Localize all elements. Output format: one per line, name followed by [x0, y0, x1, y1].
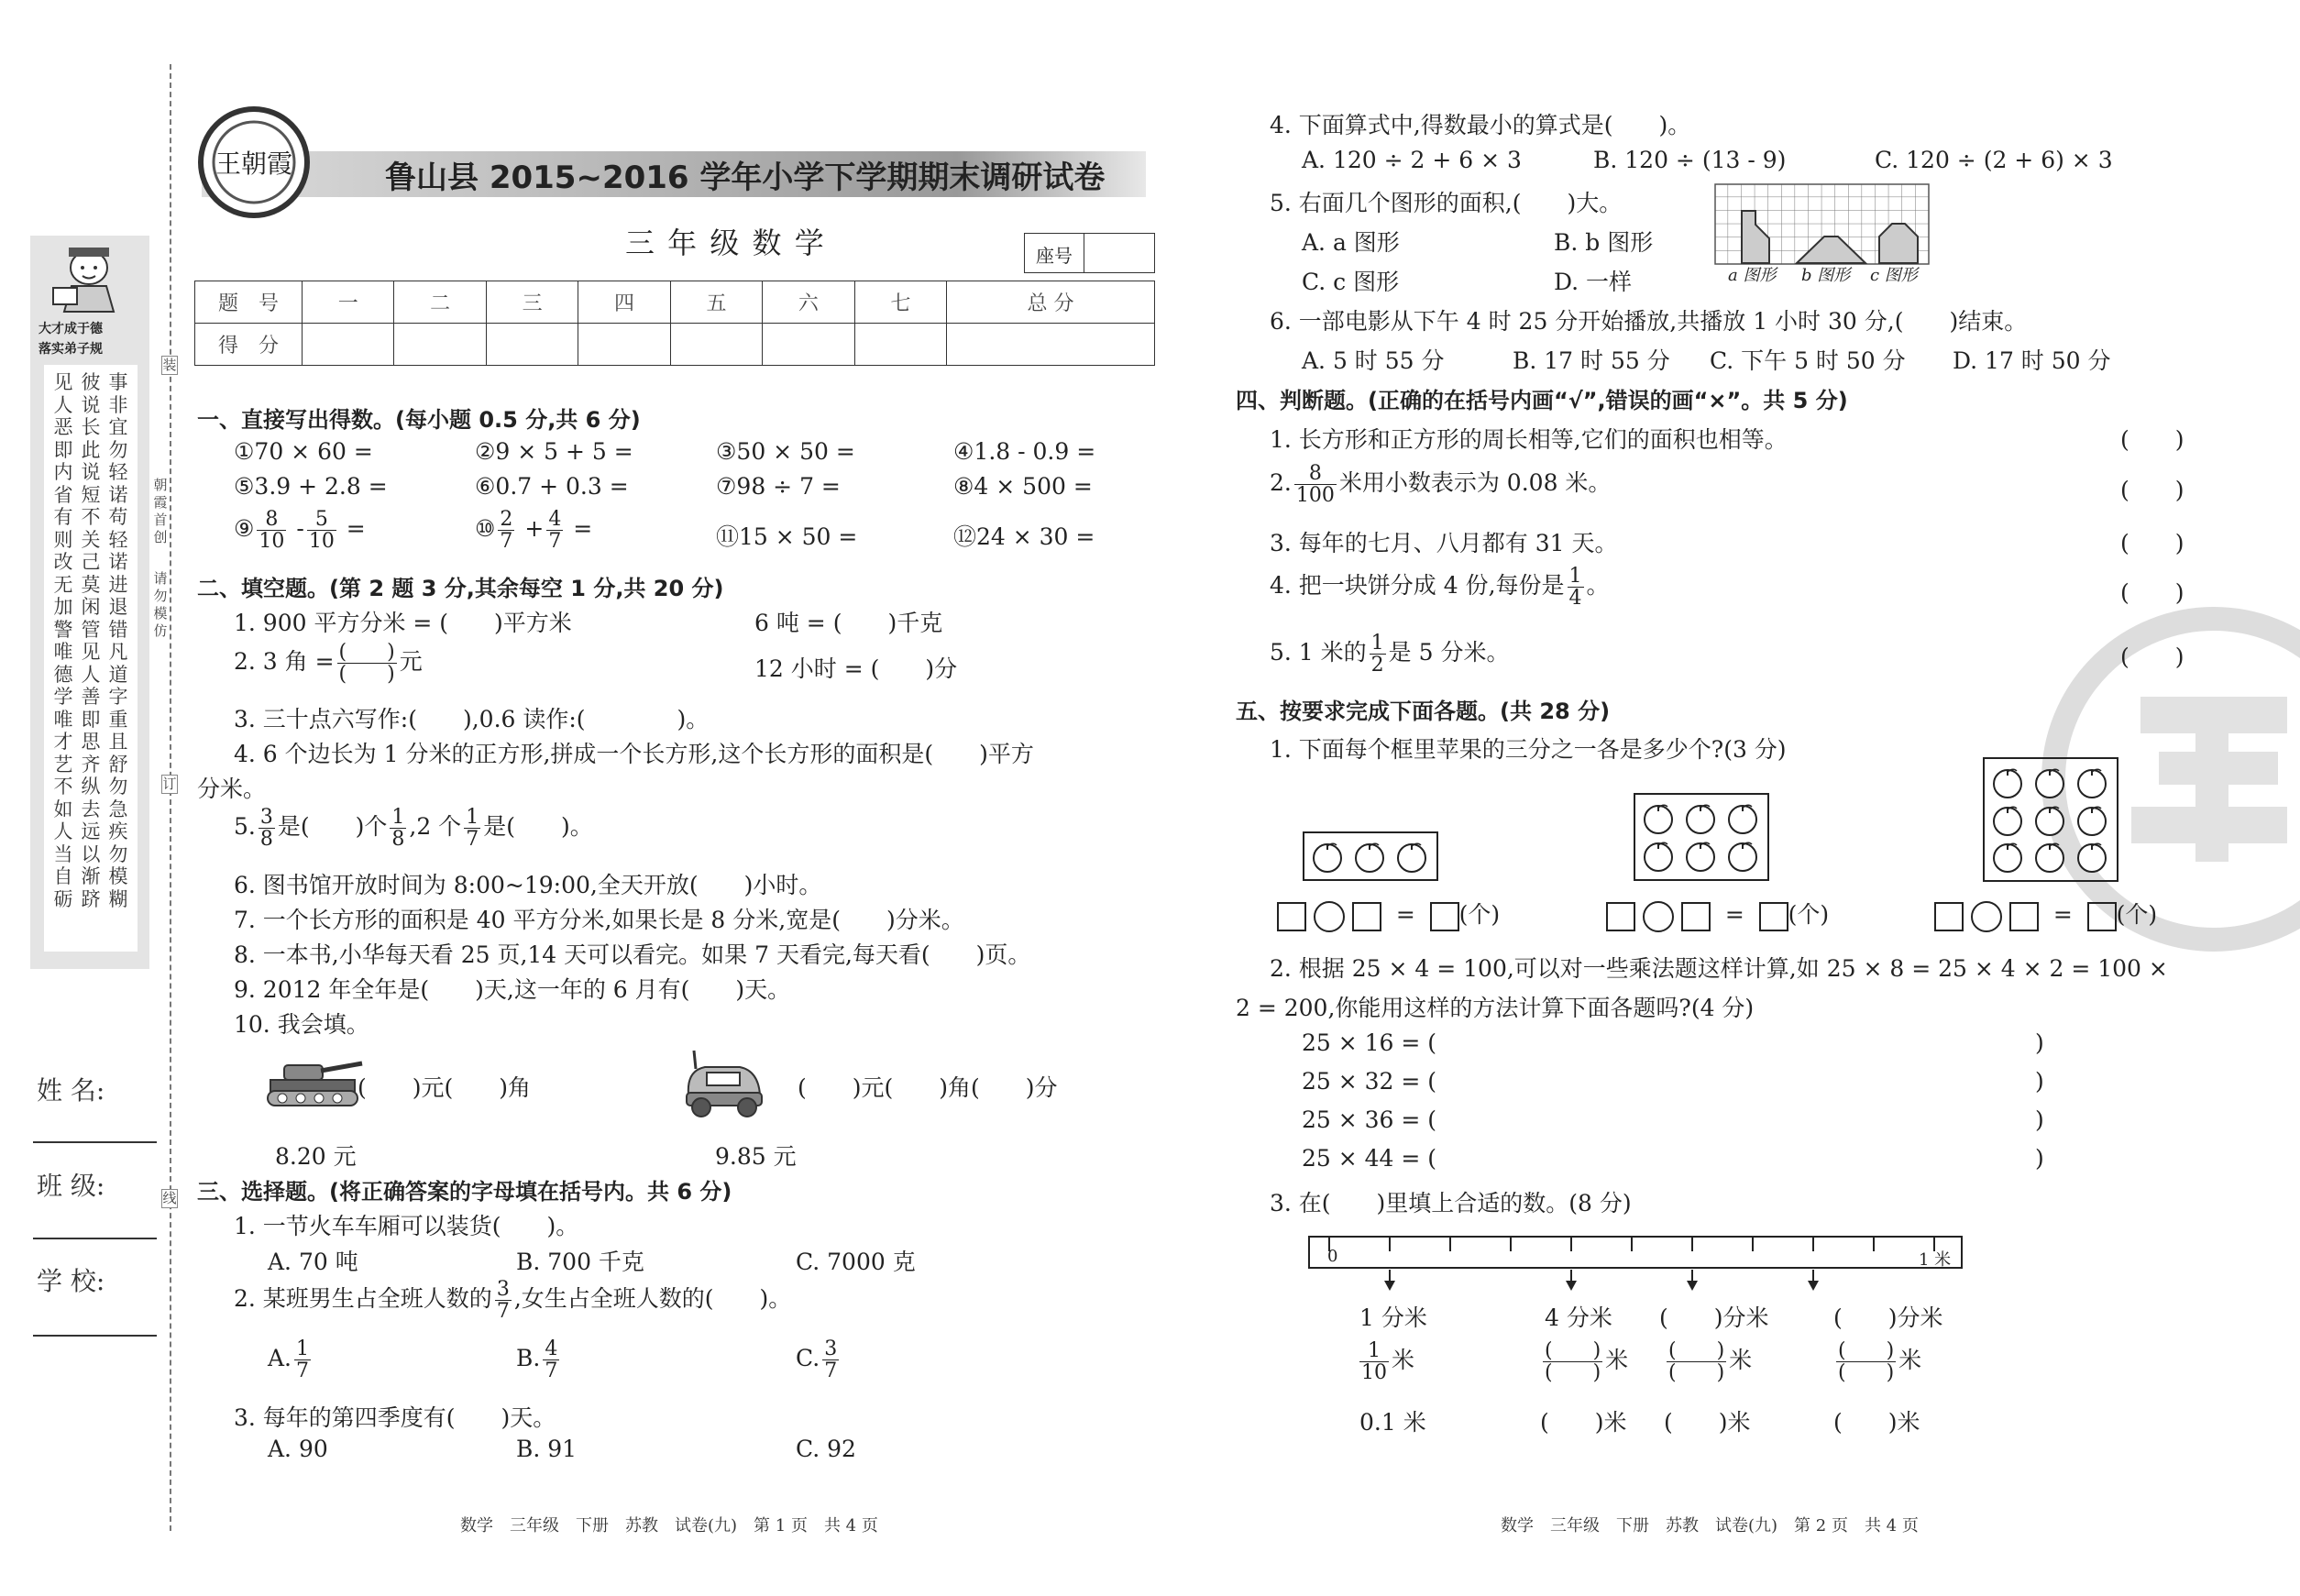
apple-icon [2074, 802, 2111, 837]
vertical-note-2: 请勿模仿 [153, 570, 168, 639]
answer-box[interactable] [1681, 902, 1711, 931]
score-cell: 得 分 [195, 324, 303, 366]
calc-item: ⑦98 ÷ 7 = [716, 473, 841, 500]
calc-line[interactable]: 25 × 36 = ( [1302, 1106, 1437, 1133]
school-label: 学 校: [37, 1266, 105, 1296]
task-question: 2. 根据 25 × 4 = 100,可以对一些乘法题这样计算,如 25 × 8 = 25 × 4 × 2 = 100 × [1270, 955, 2168, 982]
calc-item-fraction-9: ⑨ $\frac{8}{10}$ - $\frac{5}{10}$ = [234, 508, 366, 554]
svg-text:王朝霞: 王朝霞 [215, 149, 293, 179]
judge-answer-bracket[interactable]: ( ) [2120, 530, 2184, 556]
choice-option: B. 17 时 55 分 [1513, 347, 1670, 374]
score-cell: 一 [303, 281, 394, 324]
exam-subtitle: 三 年 级 数 学 [625, 226, 826, 260]
ruler-answer-blank[interactable]: ( )分米 [1833, 1304, 1943, 1331]
operator-circle[interactable] [1314, 901, 1345, 932]
close-paren: ) [2035, 1145, 2044, 1172]
apple-icon [2074, 765, 2111, 799]
equation-row-2: = (个) [1606, 897, 1829, 932]
calc-line[interactable]: 25 × 16 = ( [1302, 1029, 1437, 1056]
ruler-fraction-answer: $\frac{1}{10}$ 米 [1361, 1339, 1415, 1385]
motto-column-3: 事非宜勿轻诺苟轻诺进退错凡道字重且舒勿急疾勿模糊 [108, 371, 128, 910]
judge-answer-bracket[interactable]: ( ) [2120, 426, 2184, 453]
choice-question: 1. 一节火车车厢可以装货( )。 [234, 1213, 579, 1239]
equation-row-1: = (个) [1277, 897, 1500, 932]
fill-question: 6 吨 = ( )千克 [754, 610, 943, 636]
section3-heading: 三、选择题。(将正确答案的字母填在括号内。共 6 分) [197, 1179, 732, 1205]
ruler-arrow-head [1384, 1281, 1395, 1291]
choice-option: D. 17 时 50 分 [1953, 347, 2111, 374]
binding-mark-ding: 订 [162, 776, 177, 792]
choice-option: B. b 图形 [1554, 229, 1654, 256]
class-label: 班 级: [37, 1171, 105, 1201]
ruler-arrow-head [1687, 1281, 1698, 1291]
score-input-cell[interactable] [486, 324, 578, 366]
answer-box[interactable] [2087, 902, 2117, 931]
calc-item: ⑧4 × 500 = [953, 473, 1093, 500]
ruler-end-label: 1 米 [1919, 1250, 1952, 1270]
calc-item: ③50 × 50 = [716, 438, 855, 465]
apple-box-3 [1983, 757, 2118, 882]
operator-circle[interactable] [1643, 901, 1674, 932]
calc-item-fraction-10: ⑩ $\frac{2}{7}$ + $\frac{4}{7}$ = [475, 508, 593, 554]
choice-question: 5. 右面几个图形的面积,( )大。 [1270, 190, 1623, 216]
operator-circle[interactable] [1971, 901, 2002, 932]
choice-option-fraction: C. $\frac{3}{7}$ [796, 1337, 838, 1383]
scholar-figure-icon [46, 240, 133, 314]
motto-line-2: 落实弟子规 [39, 342, 103, 357]
tank-price-blanks: ( )元( )角 [358, 1074, 532, 1101]
shape-label-a: a 图形 [1728, 266, 1777, 285]
footer-left: 数学 三年级 下册 苏教 试卷(九) 第 1 页 共 4 页 [460, 1516, 878, 1535]
toy-car-icon [683, 1047, 765, 1120]
apple-icon [1725, 800, 1762, 835]
score-table [194, 281, 1155, 366]
score-input-cell[interactable] [947, 324, 1155, 366]
ruler-fraction-blank[interactable]: $\frac{( )}{( )}$ 米 [1838, 1339, 1922, 1385]
apple-box-1 [1303, 831, 1438, 881]
toy-tank-icon [266, 1054, 367, 1109]
score-cell: 总 分 [947, 281, 1155, 324]
apple-icon [1725, 838, 1762, 873]
apple-icon [2032, 802, 2069, 837]
choice-option: A. a 图形 [1302, 229, 1400, 256]
fill-question: 6. 图书馆开放时间为 8:00~19:00,全天开放( )小时。 [234, 872, 822, 898]
seat-number-box[interactable] [1024, 233, 1155, 273]
apple-icon [1683, 800, 1720, 835]
judge-answer-bracket[interactable]: ( ) [2120, 644, 2184, 670]
ruler-arrow-head [1808, 1281, 1819, 1291]
choice-option: B. 700 千克 [516, 1249, 644, 1275]
apple-icon [1990, 839, 2027, 874]
answer-box[interactable] [2009, 902, 2039, 931]
calc-item: ⑥0.7 + 0.3 = [475, 473, 629, 500]
fill-question: 3. 三十点六写作:( ),0.6 读作:( )。 [234, 706, 710, 732]
fill-question-5: 5. $\frac{3}{8}$ 是( )个 $\frac{1}{8}$ ,2 个 $\frac{1}{7}$ 是( )。 [234, 806, 593, 852]
class-field-line[interactable] [33, 1238, 157, 1239]
section2-heading: 二、填空题。(第 2 题 3 分,其余每空 1 分,共 20 分) [197, 576, 724, 601]
choice-question: 3. 每年的第四季度有( )天。 [234, 1404, 556, 1431]
score-cell: 七 [854, 281, 946, 324]
shape-label-b: b 图形 [1801, 266, 1851, 285]
choice-option: B. 120 ÷ (13 - 9) [1593, 147, 1787, 173]
choice-question-2: 2. 某班男生占全班人数的 $\frac{3}{7}$ ,女生占全班人数的( )。 [234, 1278, 792, 1324]
judge-answer-bracket[interactable]: ( ) [2120, 579, 2184, 606]
close-paren: ) [2035, 1068, 2044, 1095]
area-shapes-grid [1714, 183, 1939, 266]
apple-icon [2074, 839, 2111, 874]
choice-option: C. c 图形 [1302, 269, 1400, 295]
score-cell: 五 [670, 281, 762, 324]
apple-icon [1352, 839, 1389, 874]
judge-answer-bracket[interactable]: ( ) [2120, 477, 2184, 503]
judge-question: 1. 长方形和正方形的周长相等,它们的面积也相等。 [1270, 426, 1788, 453]
answer-box[interactable] [1277, 902, 1306, 931]
apple-icon [1990, 765, 2027, 799]
score-input-cell[interactable] [670, 324, 762, 366]
section4-heading: 四、判断题。(正确的在括号内画“√”,错误的画“×”。共 5 分) [1236, 388, 1848, 413]
car-price: 9.85 元 [715, 1143, 797, 1170]
school-field-line[interactable] [33, 1335, 157, 1337]
ruler-fraction-blank[interactable]: $\frac{( )}{( )}$ 米 [1545, 1339, 1629, 1385]
choice-option-fraction: A. $\frac{1}{7}$ [268, 1337, 310, 1383]
apple-icon [1310, 839, 1347, 874]
score-cell: 三 [486, 281, 578, 324]
score-input-cell[interactable] [303, 324, 394, 366]
meter-ruler [1302, 1233, 1971, 1293]
fill-question: 4. 6 个边长为 1 分米的正方形,拼成一个长方形,这个长方形的面积是( )平方 [234, 741, 1034, 767]
fill-question: 9. 2012 年全年是( )天,这一年的 6 月有( )天。 [234, 976, 791, 1003]
binding-mark-xian: 线 [162, 1190, 177, 1206]
apple-icon [1683, 838, 1720, 873]
shape-label-c: c 图形 [1870, 266, 1918, 285]
task-question: 1. 下面每个框里苹果的三分之一各是多少个?(3 分) [1270, 736, 1787, 763]
choice-option: B. 91 [516, 1436, 578, 1462]
judge-question-4: 4. 把一块饼分成 4 份,每份是 $\frac{1}{4}$ 。 [1270, 565, 1610, 611]
task-question-cont: 2 = 200,你能用这样的方法计算下面各题吗?(4 分) [1236, 995, 1755, 1021]
ruler-answer: 1 分米 [1359, 1304, 1427, 1331]
exam-title: 鲁山县 2015~2016 学年小学下学期期末调研试卷 [385, 160, 1106, 196]
score-input-cell[interactable] [763, 324, 854, 366]
name-field-line[interactable] [33, 1141, 157, 1143]
ruler-answer: 4 分米 [1545, 1304, 1612, 1331]
ruler-zero-label: 0 [1327, 1247, 1338, 1266]
motto-line-1: 大才成于德 [39, 322, 103, 336]
answer-box[interactable] [1352, 902, 1381, 931]
calc-line[interactable]: 25 × 32 = ( [1302, 1068, 1437, 1095]
motto-column-1: 见人恶即内省有则改无加警唯德学唯才艺不如人当自砺 [53, 371, 73, 910]
choice-question: 4. 下面算式中,得数最小的算式是( )。 [1270, 112, 1691, 138]
ruler-decimal-blank[interactable]: ( )米 [1664, 1409, 1751, 1436]
score-cell: 四 [578, 281, 670, 324]
section5-heading: 五、按要求完成下面各题。(共 28 分) [1236, 699, 1611, 724]
judge-question: 3. 每年的七月、八月都有 31 天。 [1270, 530, 1618, 556]
score-table-score-row [195, 324, 1155, 366]
fill-question: 10. 我会填。 [234, 1011, 369, 1038]
score-cell: 二 [394, 281, 486, 324]
binding-dashed-line [170, 64, 171, 1531]
footer-right: 数学 三年级 下册 苏教 试卷(九) 第 2 页 共 4 页 [1501, 1516, 1919, 1535]
calc-item: ⑤3.9 + 2.8 = [234, 473, 388, 500]
motto-column-2: 彼说长此说短不关己莫闲管见人善即思齐纵去远以渐跻 [81, 371, 101, 910]
close-paren: ) [2035, 1029, 2044, 1056]
calc-line[interactable]: 25 × 44 = ( [1302, 1145, 1437, 1172]
fill-question: 8. 一本书,小华每天看 25 页,14 天可以看完。如果 7 天看完,每天看( )页。 [234, 941, 1031, 968]
apple-icon [1394, 839, 1431, 874]
fill-question: 1. 900 平方分米 = ( )平方米 [234, 610, 572, 636]
answer-box[interactable] [1759, 902, 1788, 931]
fill-question-2: 2. 3 角 = $\frac{( )}{( )}$ 元 [234, 641, 423, 687]
choice-option: C. 120 ÷ (2 + 6) × 3 [1875, 147, 2113, 173]
ruler-answer-blank[interactable]: ( )分米 [1659, 1304, 1769, 1331]
answer-box[interactable] [1934, 902, 1964, 931]
choice-option: C. 下午 5 时 50 分 [1710, 347, 1906, 374]
answer-box[interactable] [1430, 902, 1459, 931]
choice-option: C. 7000 克 [796, 1249, 916, 1275]
fill-question: 7. 一个长方形的面积是 40 平方分米,如果长是 8 分米,宽是( )分米。 [234, 907, 964, 933]
apple-icon [1641, 838, 1678, 873]
score-input-cell[interactable] [854, 324, 946, 366]
judge-question-2: 2. $\frac{8}{100}$ 米用小数表示为 0.08 米。 [1270, 462, 1612, 508]
ruler-arrow-head [1566, 1281, 1577, 1291]
calc-item: ⑫24 × 30 = [953, 523, 1095, 550]
choice-option: A. 120 ÷ 2 + 6 × 3 [1302, 147, 1522, 173]
apple-icon [2032, 839, 2069, 874]
task-question: 3. 在( )里填上合适的数。(8 分) [1270, 1190, 1632, 1216]
apple-box-2 [1634, 793, 1769, 881]
choice-option: D. 一样 [1554, 269, 1633, 295]
score-cell: 六 [763, 281, 854, 324]
ruler-decimal-blank[interactable]: ( )米 [1833, 1409, 1920, 1436]
ruler-decimal-answer: 0.1 米 [1359, 1409, 1426, 1436]
tank-price: 8.20 元 [275, 1143, 357, 1170]
choice-option: C. 92 [796, 1436, 856, 1462]
score-table-header-row [195, 281, 1155, 324]
ruler-decimal-blank[interactable]: ( )米 [1540, 1409, 1627, 1436]
ruler-fraction-blank[interactable]: $\frac{( )}{( )}$ 米 [1668, 1339, 1753, 1385]
fill-question-cont: 分米。 [197, 776, 267, 802]
score-input-cell[interactable] [394, 324, 486, 366]
logo-seal-icon [194, 103, 314, 222]
choice-option: A. 70 吨 [268, 1249, 358, 1275]
close-paren: ) [2035, 1106, 2044, 1133]
equation-row-3: = (个) [1934, 897, 2157, 932]
choice-option: A. 90 [268, 1436, 328, 1462]
calc-item: ⑪15 × 50 = [716, 523, 858, 550]
apple-icon [1990, 802, 2027, 837]
score-cell: 题 号 [195, 281, 303, 324]
section1-heading: 一、直接写出得数。(每小题 0.5 分,共 6 分) [197, 407, 641, 433]
vertical-note-1: 朝霞首创 [153, 477, 168, 545]
seat-label: 座号 [1036, 245, 1073, 267]
car-price-blanks: ( )元( )角( )分 [798, 1074, 1058, 1101]
calc-item: ④1.8 - 0.9 = [953, 438, 1096, 465]
apple-icon [2032, 765, 2069, 799]
calc-item: ②9 × 5 + 5 = [475, 438, 633, 465]
fill-question: 12 小时 = ( )分 [754, 655, 958, 682]
judge-question-5: 5. 1 米的 $\frac{1}{2}$ 是 5 分米。 [1270, 632, 1510, 677]
binding-mark-zhuang: 装 [162, 357, 177, 373]
choice-option-fraction: B. $\frac{4}{7}$ [516, 1337, 558, 1383]
choice-option: A. 5 时 55 分 [1302, 347, 1445, 374]
score-input-cell[interactable] [578, 324, 670, 366]
answer-box[interactable] [1606, 902, 1635, 931]
name-label: 姓 名: [37, 1075, 105, 1106]
apple-icon [1641, 800, 1678, 835]
calc-item: ①70 × 60 = [234, 438, 373, 465]
choice-question: 6. 一部电影从下午 4 时 25 分开始播放,共播放 1 小时 30 分,( )结束。 [1270, 308, 2028, 335]
